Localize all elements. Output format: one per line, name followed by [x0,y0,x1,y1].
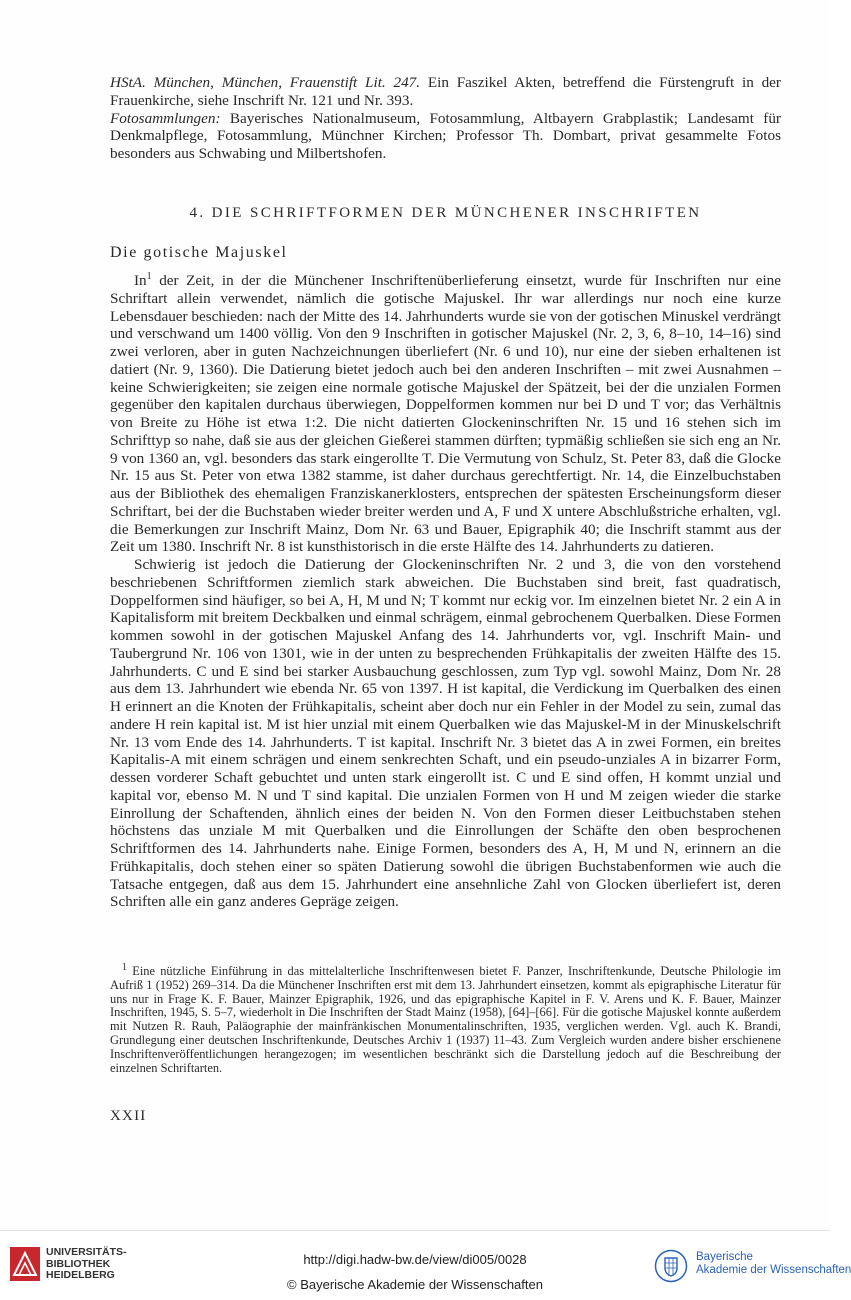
section-title: 4. DIE SCHRIFTFORMEN DER MÜNCHENER INSCHRIFTEN [189,205,702,221]
library-line-2: BIBLIOTHEK [46,1257,111,1270]
academy-line-1: Bayerische [696,1251,753,1263]
footnote-text: Eine nützliche Einführung in das mittelalterliche Inschriftenwesen bietet F. Panzer, Inschriftenkunde, Deutsche Philologie im Aufriß 1 (1952) 269–314. Da die Münchener Inschriften erst mit dem 13. Jahrhundert einsetzen, kommt als epigraphische Literatur für uns nur in Frage K. F. Bauer, Mainzer Epigraphik, 1926, und das epigraphische Kapitel in F. V. Arens und K. F. Bauer, Mainzer Inschriften, 1945, S. 5–7, wiederholt in Die Inschriften der Stadt Mainz (1958), [64]–[66]. Für die gotische Majuskel konnte außerdem mit Nutzen R. Rauh, Paläographie der mainfränkischen Monumentalinschriften, 1935, verglichen werden. Vgl. auch K. Brandi, Grundlegung einer deutschen Inschriftenkunde, Deutsches Archiv 1 (1937) 11–43. Zum Vergleich wurden andere bisher erschienene Inschriftenveröffentlichungen herangezogen; im wesentlichen beschränkt sich die Darstellung jedoch auf die Beschreibung der einzelnen Schriftarten. [110,964,781,1075]
academy-crest-icon[interactable] [654,1249,688,1283]
library-line-1: UNIVERSITÄTS- [46,1246,127,1258]
archive-text: Ein Faszikel Akten, betreffend die Fürstengruft in der Frauenkirche, siehe Inschrift Nr. 121 und Nr. 393. [110,74,781,109]
body-text [110,272,781,911]
permalink-url[interactable]: http://digi.hadw-bw.de/view/di005/0028 [303,1252,527,1267]
copyright-notice: © Bayerische Akademie der Wissenschaften [287,1277,543,1292]
paragraph-1-text: der Zeit, in der die Münchener Inschriftenüberlieferung einsetzt, wurde für Inschriften nur eine Schriftart allein verwendet, nämlich die gotische Majuskel. Ihr war allerdings nur noch eine kurze Lebensdauer beschieden: nach der Mitte des 14. Jahrhunderts wurde sie von der gotischen Minuskel verdrängt und verschwand um 1400 völlig. Von den 9 Inschriften in gotischer Majuskel (Nr. 2, 3, 6, 8–10, 14–16) sind zwei verloren, aber in guten Nachzeichnungen überliefert (Nr. 6 und 10), nur eine der sieben erhaltenen ist datiert (Nr. 9, 1360). Die Datierung bietet jedoch auch bei den anderen Inschriften – mit zwei Ausnahmen – keine Schwierigkeiten; sie zeigen eine normale gotische Majuskel der Spätzeit, bei der die unzialen Formen gegenüber den kapitalen durchaus überwiegen, Doppelformen kommen nur bei D und T vor; das Verhältnis von Breite zu Höhe ist etwa 1:2. Die nicht datierten Glockeninschriften Nr. 15 und 16 stehen sich im Schrifttyp so nahe, daß sie aus der gleichen Gießerei stammen dürften; typmäßig schließen sie sich eng an Nr. 9 von 1360 an, vgl. besonders das stark eingerollte T. Die Vermutung von Schulz, St. Peter 83, daß die Glocke Nr. 15 aus St. Peter von etwa 1382 stamme, ist daher durchaus gerechtfertigt. Nr. 14, die Einzelbuchstaben aus der Bibliothek des ehemaligen Franziskanerklosters, entsprechen der spätesten Erscheinungsform dieser Schriftart, bei der die Buchstaben wieder breiter werden und A, F und X untere Abschlußstriche erhalten, vgl. die Bemerkungen zur Inschrift Mainz, Dom Nr. 63 und Bauer, Epigraphik 40; die Inschrift stammt aus der Zeit um 1380. Inschrift Nr. 8 ist kunsthistorisch in die erste Hälfte des 14. Jahrhunderts zu datieren. [110,272,782,556]
archive-source [110,74,781,110]
paragraph-2 [110,556,781,911]
footnote-1 [110,961,781,1075]
library-line-3: HEIDELBERG [46,1269,115,1281]
sources-block [110,74,781,163]
footnote-marker: 1 [122,961,127,973]
subheading: Die gotische Majuskel [110,244,288,261]
footnote-ref[interactable]: 1 [146,270,152,282]
academy-line-2: Akademie der Wissenschaften [696,1263,851,1276]
photo-source [110,110,781,163]
footer-bar [0,1230,851,1300]
page-number: XXII [110,1108,147,1124]
paragraph-1-start: In [134,272,147,289]
archive-label: HStA. München, München, Frauenstift Lit. 247. [110,74,421,91]
photo-label: Fotosammlungen: [110,109,221,127]
academy-name[interactable] [696,1251,851,1276]
paragraph-1 [110,272,781,556]
footnote-block [110,961,781,1075]
photo-text: Bayerisches Nationalmuseum, Fotosammlung, Altbayern Grabplastik; Landesamt für Denkmalpflege, Fotosammlung, Münchner Kirchen; Professor Th. Dombart, privat gesammelte Fotos besonders aus Schwabing und Milbertshofen. [110,109,781,163]
paragraph-2-text: Schwierig ist jedoch die Datierung der Glockeninschriften Nr. 2 und 3, die von den vorstehend beschriebenen Schriftformen ziemlich stark abweichen. Die Buchstaben sind breit, fast quadratisch, Doppelformen sind häufiger, so bei A, H, M und N; T kommt nur eckig vor. Im einzelnen bietet Nr. 2 ein A in Kapitalisform mit breitem Deckbalken und einmal schrägem, einmal gebrochenem Querbalken. Diese Formen kommen sowohl in der gotischen Majuskel Anfang des 14. Jahrhunderts vor, vgl. Inschrift Main- und Taubergrund Nr. 106 von 1301, wie in der unten zu besprechenden Frühkapitalis der zweiten Hälfte des 15. Jahrhunderts. C und E sind bei starker Ausbauchung geschlossen, zum Typ vgl. sowohl Mainz, Dom Nr. 28 aus dem 13. Jahrhundert wie ebenda Nr. 65 von 1397. H ist kapital, die Verdickung im Querbalken des einen H erinnert an die Knoten der Frühkapitalis, scheint aber doch nur ein Fehler in der Model zu sein, zumal das andere H rein kapital ist. M ist hier unzial mit einem Querbalken wie das Majuskel-M in der Minuskelschrift Nr. 13 vom Ende des 14. Jahrhunderts. T ist kapital. Inschrift Nr. 3 bietet das A in zwei Formen, ein breites Kapitalis-A mit einem schrägen und einem senkrechten Schaft, und ein pseudo-unziales A in bizarrer Form, dessen vorderer Schaft gebuchtet und unten stark eingerollt ist. C und E sind offen, H kommt unzial und kapital vor, ebenso M. N und T sind kapital. Die unzialen Formen von H und M zeigen wieder die starke Einrollung der Schaftenden, ähnlich eines der beiden N. Von den Formen dieser Leitbuchstaben stehen höchstens das unziale M mit Querbalken und die Einrollungen der Schäfte den oben besprochenen Schriftformen des 14. Jahrhunderts nahe. Einige Formen, besonders des A, H, M und N, erinnern an die Frühkapitalis, doch stehen einer so späten Datierung sowohl die übrigen Buchstabenformen wie auch die Tatsache entgegen, daß aus dem 15. Jahrhundert eine ansehnliche Zahl von Glocken überliefert ist, deren Schriften alle ein ganz anderes Gepräge zeigen. [110,556,781,911]
